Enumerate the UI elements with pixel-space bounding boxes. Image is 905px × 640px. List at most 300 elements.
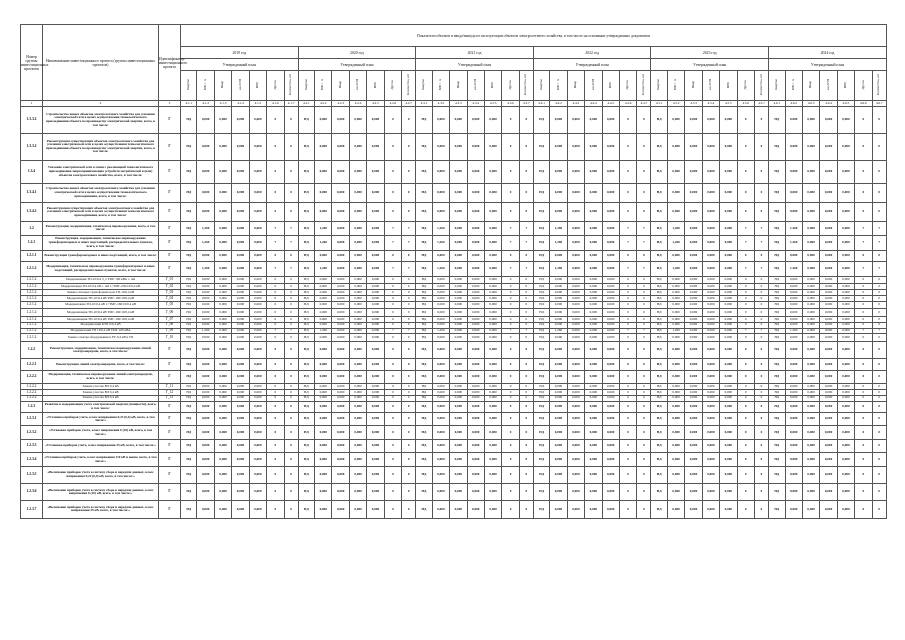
- row-value: 0,000: [467, 276, 484, 283]
- row-value: 0,000: [467, 309, 484, 317]
- row-value: 0: [619, 107, 636, 134]
- row-value: 0,000: [214, 384, 231, 390]
- row-project-name: «Установка приборов учета, класс напряжения 6 (10) кВ, всего, в том числе:»: [43, 426, 159, 439]
- row-value: 0,000: [367, 484, 384, 501]
- row-value: 0,000: [214, 370, 231, 383]
- header-group-number: Номер группы инвестиционных проектов: [21, 25, 43, 101]
- row-value: 0: [619, 309, 636, 317]
- row-value: 0,000: [550, 317, 567, 323]
- row-quarter: НД: [533, 183, 549, 202]
- row-value: 0,000: [685, 261, 702, 276]
- row-value: 0,000: [232, 426, 249, 439]
- row-value: 0,000: [214, 301, 231, 309]
- row-value: 0,000: [685, 384, 702, 390]
- row-count: 7: [284, 261, 298, 276]
- row-project-name: Замена участка ВЛ 0,4 кВ: [43, 390, 159, 396]
- row-value: 0,000: [249, 250, 266, 261]
- row-value: 0: [737, 296, 754, 302]
- row-value: 0: [619, 250, 636, 261]
- table-row: [21, 359, 887, 371]
- row-quarter: НД: [533, 107, 549, 134]
- row-value: 0,000: [367, 107, 384, 134]
- row-value: 1,260: [315, 328, 332, 334]
- row-value: 0,000: [667, 250, 684, 261]
- row-value: 0,000: [702, 413, 719, 426]
- row-quarter: НД: [533, 328, 549, 334]
- row-value: 1,260: [197, 328, 214, 334]
- row-value: 0,000: [602, 133, 619, 160]
- row-value: 0,000: [685, 453, 702, 466]
- row-project-name: Усиление электрической сети в связи с реализацией технологического присоединения энергопринимающих устройств потребителей и (или) объектов электросетевого хозяйства, всего, в том числе:: [43, 160, 159, 183]
- header-year: 2022 год: [533, 47, 651, 59]
- row-value: 0,000: [197, 426, 214, 439]
- row-quarter: НД: [769, 183, 785, 202]
- row-value: 0: [502, 453, 519, 466]
- row-quarter: НД: [181, 453, 197, 466]
- row-value: 0,000: [467, 296, 484, 302]
- row-value: 7: [267, 235, 284, 250]
- row-quarter: НД: [298, 439, 314, 452]
- row-value: 0,000: [197, 296, 214, 302]
- row-project-id: Г: [159, 401, 181, 413]
- row-value: 0,000: [567, 222, 584, 235]
- row-value: 0,000: [432, 133, 449, 160]
- row-value: 0,000: [332, 309, 349, 317]
- row-value: 0,000: [837, 395, 854, 401]
- header-plan-type: Утвержденный план: [533, 59, 651, 71]
- header-subcolumn-label: Количество, шт: [523, 74, 528, 96]
- row-value: 0,000: [432, 466, 449, 483]
- row-value: 0: [737, 384, 754, 390]
- row-value: 1,260: [197, 222, 214, 235]
- row-value: 7: [619, 328, 636, 334]
- row-quarter: НД: [416, 334, 432, 342]
- row-value: 0: [384, 183, 401, 202]
- row-project-name: «Установка приборов учета, класс напряжения 0,22 (0,4) кВ, всего, в том числе:»: [43, 413, 159, 426]
- row-value: 0: [267, 466, 284, 483]
- row-value: 0: [267, 439, 284, 452]
- row-project-id: Г: [159, 370, 181, 383]
- row-value: 0,000: [550, 390, 567, 396]
- row-value: 0,000: [232, 309, 249, 317]
- header-subcolumn: [754, 71, 768, 101]
- row-quarter: НД: [769, 395, 785, 401]
- row-value: 0,000: [432, 276, 449, 283]
- header-column-number: 4.2.6: [384, 101, 401, 107]
- row-value: 0,000: [197, 370, 214, 383]
- row-value: 0,000: [785, 133, 802, 160]
- row-count: 0: [872, 250, 886, 261]
- row-value: 0: [267, 133, 284, 160]
- row-quarter: НД: [298, 317, 314, 323]
- row-value: 0,000: [785, 317, 802, 323]
- header-column-number: 4.5.6: [737, 101, 754, 107]
- row-value: 7: [737, 261, 754, 276]
- row-count: 0: [402, 183, 416, 202]
- row-value: 0,000: [550, 290, 567, 296]
- row-number: 1.2.1.2: [21, 334, 43, 342]
- row-quarter: НД: [651, 395, 667, 401]
- row-value: 0,000: [837, 342, 854, 359]
- row-value: 0,000: [249, 160, 266, 183]
- row-count: 7: [754, 235, 768, 250]
- row-quarter: НД: [181, 183, 197, 202]
- row-value: 0,000: [315, 160, 332, 183]
- row-value: 0: [267, 107, 284, 134]
- row-value: 0,000: [602, 235, 619, 250]
- row-quarter: НД: [769, 290, 785, 296]
- row-value: 0,000: [667, 395, 684, 401]
- row-value: 0,000: [602, 501, 619, 518]
- row-value: 0,000: [785, 301, 802, 309]
- row-value: 0,000: [197, 317, 214, 323]
- header-subcolumn-label: км ЛЭП: [825, 79, 830, 91]
- header-column-number: 2: [43, 101, 159, 107]
- row-value: 0,000: [349, 133, 366, 160]
- row-value: 0,000: [249, 301, 266, 309]
- row-value: 0,000: [349, 501, 366, 518]
- row-value: 0,000: [802, 501, 819, 518]
- row-project-name: «Включение приборов учета в систему сбора и передачи данных, класс напряжения 6 (10) кВ, всего, в том числе:»: [43, 484, 159, 501]
- row-value: 0,000: [249, 222, 266, 235]
- row-value: 0,000: [602, 322, 619, 328]
- row-count: 0: [402, 250, 416, 261]
- header-subcolumn: [315, 71, 332, 101]
- row-value: 0,000: [367, 395, 384, 401]
- row-quarter: НД: [181, 301, 197, 309]
- row-value: 0,000: [585, 301, 602, 309]
- row-value: 0,000: [802, 296, 819, 302]
- row-value: 0,000: [837, 328, 854, 334]
- row-value: 7: [737, 222, 754, 235]
- row-value: 0,000: [785, 401, 802, 413]
- header-project-id: Идентификатор инвестиционного проекта: [159, 25, 181, 101]
- row-count: 0: [284, 342, 298, 359]
- header-subcolumn: [550, 71, 567, 101]
- row-value: 0,000: [585, 370, 602, 383]
- row-quarter: НД: [181, 395, 197, 401]
- row-value: 0,000: [214, 290, 231, 296]
- row-count: 0: [284, 317, 298, 323]
- row-value: 0,000: [484, 290, 501, 296]
- row-quarter: НД: [533, 334, 549, 342]
- row-value: 0,000: [550, 370, 567, 383]
- row-count: 0: [872, 401, 886, 413]
- row-value: 0,000: [585, 484, 602, 501]
- row-quarter: НД: [533, 384, 549, 390]
- row-quarter: НД: [181, 222, 197, 235]
- row-quarter: НД: [769, 160, 785, 183]
- row-project-name: «Включение приборов учета в систему сбора и передачи данных, класс напряжения 35 кВ, всего, в том числе:»: [43, 501, 159, 518]
- row-value: 0: [737, 359, 754, 371]
- row-value: 0,000: [315, 107, 332, 134]
- row-value: 0,000: [197, 384, 214, 390]
- row-value: 0,000: [837, 466, 854, 483]
- row-value: 0,000: [837, 334, 854, 342]
- row-value: 0,000: [349, 439, 366, 452]
- row-quarter: НД: [298, 250, 314, 261]
- row-count: 0: [402, 342, 416, 359]
- row-quarter: НД: [769, 390, 785, 396]
- row-count: 0: [402, 317, 416, 323]
- header-column-number: 4.3.7: [519, 101, 533, 107]
- row-value: 0,000: [315, 413, 332, 426]
- row-value: 0,000: [702, 395, 719, 401]
- row-quarter: НД: [651, 334, 667, 342]
- row-quarter: НД: [298, 202, 314, 221]
- row-value: 0,000: [450, 133, 467, 160]
- row-value: 0,000: [249, 401, 266, 413]
- row-value: 0,000: [367, 384, 384, 390]
- row-value: 0,000: [315, 466, 332, 483]
- row-value: 0,000: [315, 334, 332, 342]
- row-value: 1,260: [197, 261, 214, 276]
- row-value: 0,000: [367, 301, 384, 309]
- row-value: 0,000: [484, 107, 501, 134]
- row-value: 0,000: [685, 309, 702, 317]
- row-project-name: «Включение приборов учета в систему сбора и передачи данных, класс напряжения 0,22 (0,4) кВ, всего, в том числе:»: [43, 466, 159, 483]
- row-quarter: НД: [651, 384, 667, 390]
- row-count: 7: [284, 222, 298, 235]
- row-quarter: НД: [651, 202, 667, 221]
- row-count: 0: [402, 309, 416, 317]
- row-value: 0,000: [785, 290, 802, 296]
- row-value: 0,000: [467, 401, 484, 413]
- row-value: 0,000: [315, 395, 332, 401]
- row-value: 0,000: [820, 296, 837, 302]
- row-value: 0,000: [667, 202, 684, 221]
- row-count: 0: [872, 395, 886, 401]
- row-count: 0: [519, 322, 533, 328]
- row-value: 0,000: [367, 250, 384, 261]
- row-value: 0: [502, 309, 519, 317]
- row-value: 0,000: [602, 395, 619, 401]
- row-value: 0,000: [232, 439, 249, 452]
- row-count: 0: [872, 453, 886, 466]
- row-quarter: НД: [181, 439, 197, 452]
- row-value: 0,000: [550, 276, 567, 283]
- row-count: 0: [284, 183, 298, 202]
- table-row: [21, 439, 887, 452]
- row-value: 0,000: [567, 453, 584, 466]
- header-subcolumn: [602, 71, 619, 101]
- row-value: 0,000: [567, 317, 584, 323]
- row-value: 0,000: [802, 384, 819, 390]
- row-value: 0: [737, 401, 754, 413]
- row-value: 0,000: [550, 296, 567, 302]
- row-value: 0: [619, 401, 636, 413]
- row-value: 0,000: [550, 439, 567, 452]
- row-value: 0,000: [820, 261, 837, 276]
- row-value: 0,000: [249, 453, 266, 466]
- row-value: 0,000: [667, 466, 684, 483]
- row-value: 0,000: [484, 250, 501, 261]
- row-value: 0,000: [550, 202, 567, 221]
- row-value: 0: [384, 413, 401, 426]
- row-value: 0: [619, 301, 636, 309]
- row-quarter: НД: [298, 222, 314, 235]
- row-count: 0: [402, 133, 416, 160]
- row-value: 0,000: [484, 413, 501, 426]
- row-count: 0: [402, 384, 416, 390]
- row-value: 0,000: [332, 235, 349, 250]
- table-row: [21, 466, 887, 483]
- row-value: 0,000: [802, 342, 819, 359]
- row-value: 0,000: [585, 384, 602, 390]
- row-value: 7: [855, 261, 872, 276]
- row-value: 0: [737, 309, 754, 317]
- row-value: 0,000: [837, 384, 854, 390]
- row-number: 1.2.2.2: [21, 395, 43, 401]
- header-subcolumn-label: МВ×А: [555, 79, 560, 91]
- row-project-name: Модернизация, техническое перевооружение линий электропередачи, всего, в том числе:: [43, 370, 159, 383]
- row-value: 0: [619, 276, 636, 283]
- row-project-id: Г: [159, 466, 181, 483]
- row-quarter: НД: [416, 426, 432, 439]
- row-count: 0: [637, 317, 651, 323]
- header-subcolumn: [332, 71, 349, 101]
- row-value: 0: [267, 309, 284, 317]
- row-value: 1,260: [785, 261, 802, 276]
- row-value: 0,000: [567, 328, 584, 334]
- header-column-number: 4.4.3: [567, 101, 584, 107]
- row-value: 0,000: [667, 309, 684, 317]
- row-value: 0,000: [367, 160, 384, 183]
- row-value: 0,000: [550, 342, 567, 359]
- row-value: 0,000: [820, 466, 837, 483]
- row-project-name: Модернизация ТП-10/0,4 З_2 ТМГ 100 кВА с. Ай: [43, 276, 159, 283]
- row-value: 0,000: [249, 133, 266, 160]
- row-value: 0,000: [685, 133, 702, 160]
- row-value: 0,000: [702, 384, 719, 390]
- row-value: 0,000: [550, 283, 567, 290]
- row-quarter: НД: [651, 283, 667, 290]
- row-value: 0,000: [214, 235, 231, 250]
- row-quarter: НД: [769, 370, 785, 383]
- row-value: 0,000: [214, 390, 231, 396]
- row-value: 0,000: [349, 283, 366, 290]
- row-value: 0,000: [467, 283, 484, 290]
- row-count: 0: [637, 390, 651, 396]
- row-value: 0: [384, 395, 401, 401]
- row-value: 0,000: [602, 484, 619, 501]
- row-value: 0: [267, 390, 284, 396]
- row-value: 0,000: [702, 390, 719, 396]
- header-subcolumn: [181, 71, 197, 101]
- header-subcolumn: [855, 71, 872, 101]
- header-subcolumn: [502, 71, 519, 101]
- row-value: 0,000: [585, 395, 602, 401]
- investment-table: [20, 24, 887, 519]
- row-project-id: Г: [159, 413, 181, 426]
- row-value: 0,000: [785, 309, 802, 317]
- row-count: 0: [402, 390, 416, 396]
- header-column-number: 4.2.7: [402, 101, 416, 107]
- row-value: 0,000: [550, 359, 567, 371]
- row-value: 0: [855, 183, 872, 202]
- row-value: 0,000: [837, 390, 854, 396]
- row-value: 0,000: [837, 133, 854, 160]
- row-value: 7: [855, 235, 872, 250]
- row-value: 0,000: [232, 276, 249, 283]
- row-value: 0,000: [802, 301, 819, 309]
- row-count: 7: [754, 328, 768, 334]
- row-value: 0: [384, 501, 401, 518]
- row-count: 0: [519, 439, 533, 452]
- row-value: 0,000: [585, 501, 602, 518]
- row-value: 0,000: [432, 160, 449, 183]
- row-value: 0,000: [720, 466, 737, 483]
- row-value: 0,000: [720, 384, 737, 390]
- row-quarter: НД: [181, 235, 197, 250]
- row-value: 0,000: [702, 290, 719, 296]
- row-value: 7: [384, 261, 401, 276]
- row-count: 0: [402, 401, 416, 413]
- row-value: 0: [267, 322, 284, 328]
- row-value: 0,000: [702, 235, 719, 250]
- row-value: 0,000: [450, 501, 467, 518]
- row-value: 0,000: [685, 301, 702, 309]
- row-project-name: Реконструкция линий электропередачи, всего, в том числе:: [43, 359, 159, 371]
- row-count: 7: [754, 222, 768, 235]
- row-quarter: НД: [181, 160, 197, 183]
- row-quarter: НД: [533, 250, 549, 261]
- header-subcolumn: [402, 71, 416, 101]
- row-value: 0: [737, 342, 754, 359]
- row-quarter: НД: [651, 222, 667, 235]
- row-count: 0: [402, 160, 416, 183]
- header-subcolumn-label: Квартал: [656, 79, 661, 91]
- row-value: 0,000: [837, 309, 854, 317]
- row-value: 0,000: [602, 453, 619, 466]
- row-value: 0,000: [567, 395, 584, 401]
- row-value: 0,000: [667, 384, 684, 390]
- row-value: 0,000: [567, 342, 584, 359]
- row-quarter: НД: [416, 296, 432, 302]
- row-quarter: НД: [416, 401, 432, 413]
- row-value: 0,000: [450, 250, 467, 261]
- row-value: 0: [502, 296, 519, 302]
- row-count: 0: [872, 334, 886, 342]
- table-row: [21, 261, 887, 276]
- header-subcolumn: [667, 71, 684, 101]
- row-value: 0,000: [349, 484, 366, 501]
- row-quarter: НД: [416, 484, 432, 501]
- row-value: 0,000: [232, 202, 249, 221]
- row-project-id: Г: [159, 107, 181, 134]
- row-value: 0,000: [315, 342, 332, 359]
- row-value: 0,000: [820, 426, 837, 439]
- row-value: 0,000: [685, 370, 702, 383]
- header-subcolumn-label: Квартал: [773, 79, 778, 91]
- row-value: 0,000: [785, 466, 802, 483]
- row-count: 0: [754, 296, 768, 302]
- row-count: 0: [402, 466, 416, 483]
- row-value: 0,000: [702, 334, 719, 342]
- row-count: 0: [637, 296, 651, 302]
- header-year: 2019 год: [181, 47, 299, 59]
- row-value: 0: [737, 334, 754, 342]
- header-column-number: 4.4.6: [619, 101, 636, 107]
- header-subcolumn-label: Количество, шт: [876, 74, 881, 96]
- row-quarter: НД: [298, 359, 314, 371]
- row-value: 0,000: [467, 413, 484, 426]
- row-value: 0,000: [315, 301, 332, 309]
- header-column-number: 4.6.2: [785, 101, 802, 107]
- row-value: 0: [855, 202, 872, 221]
- row-value: 0,000: [484, 390, 501, 396]
- row-value: 0,000: [820, 250, 837, 261]
